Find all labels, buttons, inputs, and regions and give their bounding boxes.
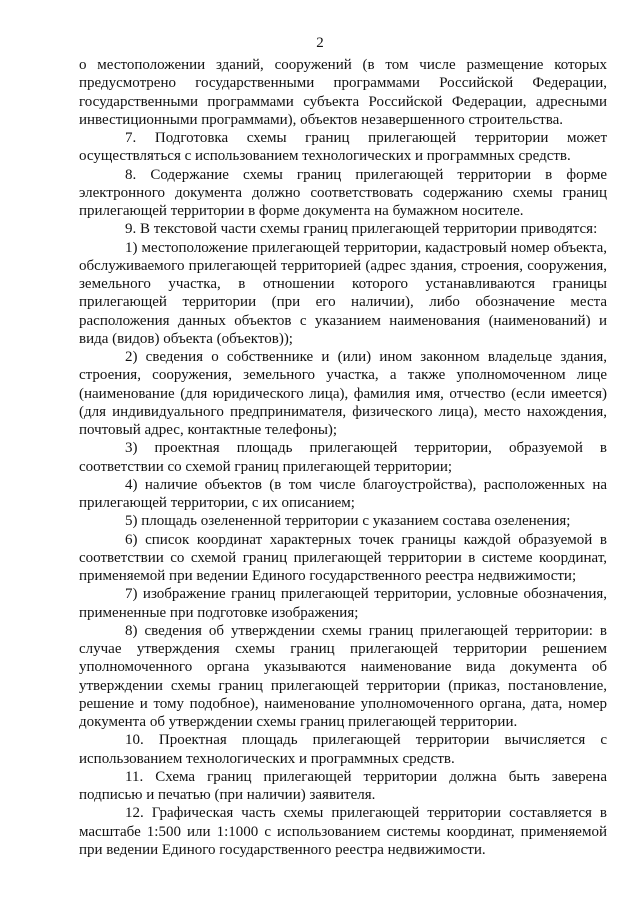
list-item-9-3: 3) проектная площадь прилегающей территории, образуемой в соответствии со схемой границ прилегающей территории;	[79, 440, 607, 475]
list-item-9-1: 1) местоположение прилегающей территории, кадастровый номер объекта, обслуживаемого прилегающей территорией (адрес здания, строения, сооружения, земельного участка, в отношении которого устанавливаются границы прилегающей территории (при его наличии), либо обозначение места расположения данных объектов с указанием наименования (наименований) и вида (видов) объекта (объектов));	[79, 239, 607, 347]
list-item-9-5: 5) площадь озелененной территории с указанием состава озеленения;	[125, 513, 571, 530]
paragraph-item-12: 12. Графическая часть схемы прилегающей территории составляется в масштабе 1:500 или 1:1000 с использованием системы координат, применяемой при ведении Единого государственного реестра недвижимости.	[79, 805, 607, 858]
list-item-9-7: 7) изображение границ прилегающей территории, условные обозначения, примененные при подготовке изображения;	[79, 586, 607, 621]
paragraph-item-10: 10. Проектная площадь прилегающей территории вычисляется с использованием технологических и программных средств.	[79, 732, 607, 767]
paragraph-item-11: 11. Схема границ прилегающей территории должна быть заверена подписью и печатью (при наличии) заявителя.	[79, 768, 607, 803]
list-item-9-4: 4) наличие объектов (в том числе благоустройства), расположенных на прилегающей территории, с их описанием;	[79, 476, 607, 511]
paragraph-continuation: о местоположении зданий, сооружений (в том числе размещение которых предусмотрено государственными программами Российской Федерации, государственными программами субъекта Российской Федерации, адресными инвестиционными программами), объектов незавершенного строительства.	[79, 57, 607, 128]
list-item-9-8: 8) сведения об утверждении схемы границ прилегающей территории: в случае утверждения схемы границ прилегающей территории решением уполномоченного органа указываются наименование вида документа об утверждении схемы границ прилегающей территории (приказ, постановление, решение и тому подобное), наименование уполномоченного органа, дата, номер документа об утверждении схемы границ прилегающей территории.	[79, 622, 607, 730]
paragraph-item-9: 9. В текстовой части схемы границ прилегающей территории приводятся:	[125, 221, 598, 238]
document-body	[79, 56, 607, 859]
list-item-9-6: 6) список координат характерных точек границы каждой образуемой в соответствии со схемой границ прилегающей территории в системе координат, применяемой при ведении Единого государственного реестра недвижимости;	[79, 531, 607, 584]
page-number: 2	[316, 35, 324, 51]
paragraph-item-7: 7. Подготовка схемы границ прилегающей территории может осуществляться с использованием технологических и программных средств.	[79, 130, 607, 165]
paragraph-item-8: 8. Содержание схемы границ прилегающей территории в форме электронного документа должно соответствовать содержанию схемы границ прилегающей территории в форме документа на бумажном носителе.	[79, 166, 607, 219]
list-item-9-2: 2) сведения о собственнике и (или) ином законном владельце здания, строения, сооружения, земельного участка, а также уполномоченном лице (наименование (для юридического лица), фамилия имя, отчество (если имеется) (для индивидуального предпринимателя, физического лица), место нахождения, почтовый адрес, контактные телефоны);	[79, 349, 607, 438]
